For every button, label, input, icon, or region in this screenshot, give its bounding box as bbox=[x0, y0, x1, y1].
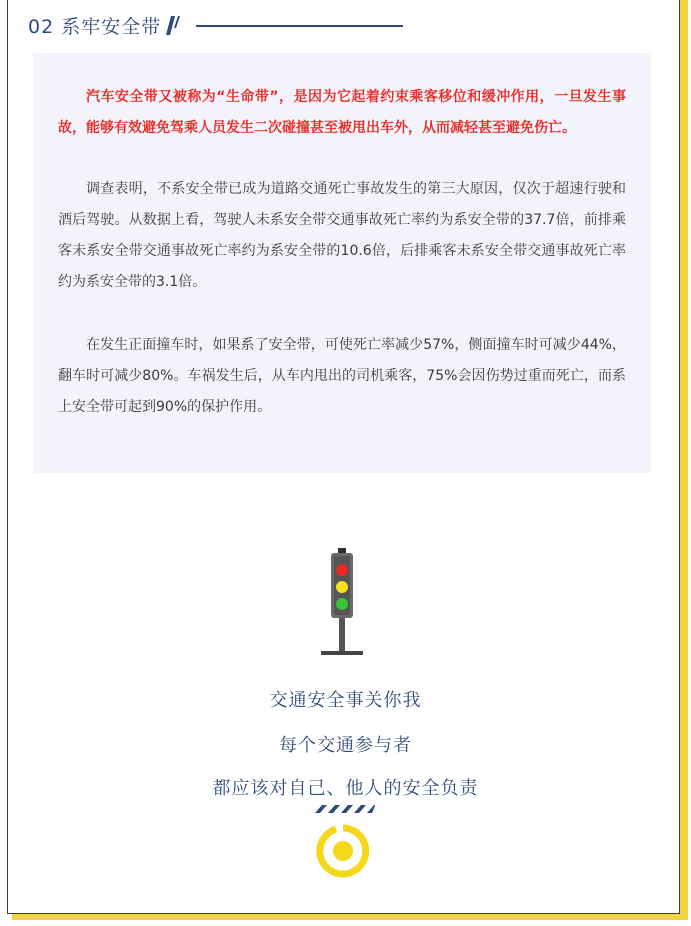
slogan-line-2: 每个交通参与者 bbox=[279, 735, 412, 756]
section-title: 02 系牢安全带 bbox=[28, 15, 162, 38]
highlight-paragraph: 汽车安全带又被称为“生命带”，是因为它起着约束乘客移位和缓冲作用，一旦发生事故，能够有效避免驾乘人员发生二次碰撞甚至被甩出车外，从而减轻甚至避免伤亡。 bbox=[58, 89, 626, 136]
statistics-paragraph: 调查表明，不系安全带已成为道路交通死亡事故发生的第三大原因，仅次于超速行驶和酒后驾驶。从数据上看，驾驶人未系安全带交通事故死亡率约为系安全带的37.7倍，前排乘客未系安全带交通事故死亡率约为系安全带的10.6倍，后排乘客未系安全带交通事故死亡率约为系安全带的3.1倍。 bbox=[58, 181, 626, 290]
slogan-line-1: 交通安全事关你我 bbox=[269, 690, 422, 711]
traffic-light-icon bbox=[318, 548, 366, 658]
header-divider-line bbox=[196, 25, 403, 27]
section-header bbox=[28, 10, 187, 40]
yellow-ring-icon bbox=[316, 824, 370, 878]
slogan-line-3: 都应该对自己、他人的安全负责 bbox=[212, 778, 479, 799]
double-slash-icon bbox=[165, 14, 187, 36]
diagonal-stripes-icon bbox=[311, 805, 375, 813]
protection-paragraph: 在发生正面撞车时，如果系了安全带，可使死亡率减少57%，侧面撞车时可减少44%，翻车时可减少80%。车祸发生后，从车内甩出的司机乘客，75%会因伤势过重而死亡，而系上安全带可起到90%的保护作用。 bbox=[58, 337, 626, 415]
content-panel bbox=[33, 53, 651, 473]
